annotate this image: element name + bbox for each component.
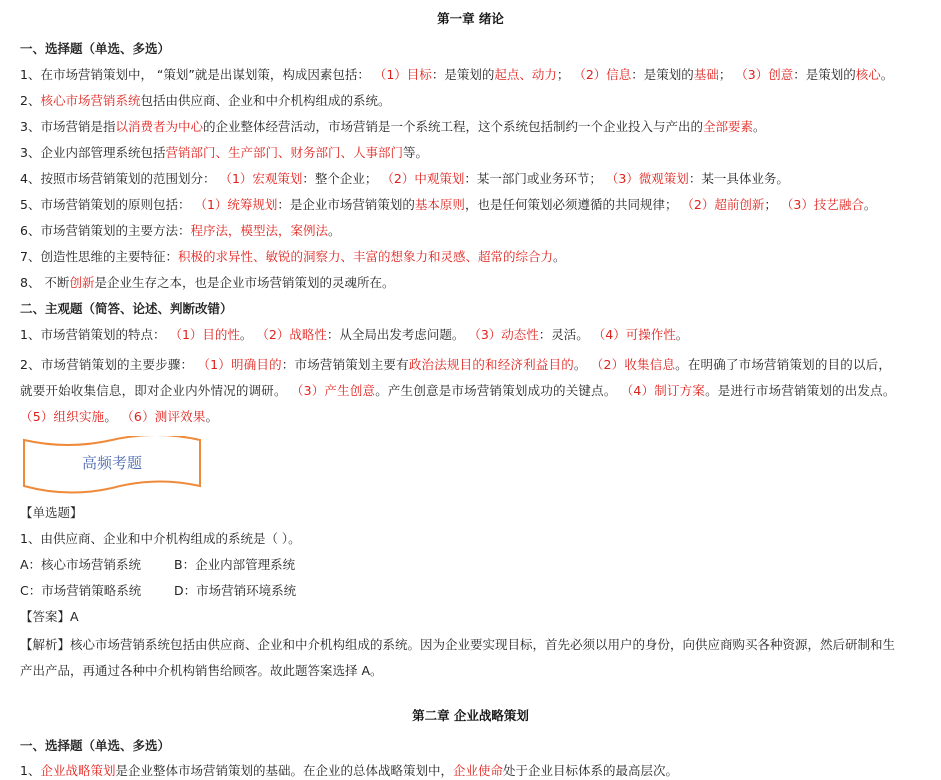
highlighted-term: （3）产生创意 [290,383,376,398]
highlighted-term: 全部要素 [703,119,754,134]
text-run: 1、在市场营销策划中， “策划”就是出谋划策，构成因素包括： [20,67,374,82]
chapter-1-title: 第一章 绪论 [437,11,504,26]
text-run: 3、市场营销是指 [20,119,116,134]
text-run: ； [718,67,736,82]
text-run: 8、 不断 [20,275,70,290]
question-text: 1、由供应商、企业和中介机构组成的系统是（ ）。 [20,531,301,546]
text-run: ； [764,197,781,212]
highlighted-term: 积极的求异性、敏锐的洞察力、丰富的想象力和灵感、超常的综合力 [177,249,553,264]
highlighted-term: （6）测评效果 [121,409,206,424]
text-run: 等。 [402,145,428,160]
text-run: 。 [675,327,689,342]
text-run: 6、市场营销策划的主要方法： [20,223,191,238]
highlighted-term: （1）宏观策划 [219,171,303,186]
highlighted-term: （2）战略性 [256,327,327,342]
option-d: D：市场营销环境系统 [174,583,297,598]
text-run: 。在明确了市场营销策划的目的以后，就要开始收集信息，即对企业内外情况的调研。 [20,357,892,398]
ch1-choice-item-2 [20,92,901,110]
highlighted-term: （4）可操作性 [592,327,676,342]
text-run: ：是策划的 [793,67,856,82]
highlighted-term: 企业战略策划 [40,763,116,778]
highlighted-term: （3）技艺融合 [780,197,864,212]
highlighted-term: 基本原则 [414,197,465,212]
text-run: 2、市场营销策划的主要步骤： [20,357,198,372]
highlighted-term: （1）目的性 [169,327,240,342]
chapter-2-title: 第二章 企业战略策划 [412,708,529,723]
ch1-choice-item-5 [20,196,901,214]
highlighted-term: 程序法，模型法，案例法 [190,223,328,238]
ch1-choice-item-7 [20,248,901,266]
option-c: C：市场营销策略系统 [20,583,142,598]
ch1-choice-item-6 [20,222,901,240]
highlighted-term: （3）创意 [735,67,794,82]
text-run: 2、 [20,93,41,108]
text-run: 。 [239,327,257,342]
ch1-choice-item-3b [20,144,901,162]
text-run: ：某一具体业务。 [688,171,789,186]
analysis-text: 【解析】核心市场营销系统包括由供应商、企业和中介机构组成的系统。因为企业要实现目标，首先必须以用户的身份，向供应商购买各种资源，然后研制和生产出产品，再通过各种中介机构销售给顾客。故此题答案选择 A。 [20,637,896,678]
text-run: 。 [552,249,566,264]
chapter-1-section-2-heading: 二、主观题（简答、论述、判断改错） [20,301,233,316]
answer-line: 【答案】A [20,609,79,624]
ch1-choice-item-3 [20,118,901,136]
text-run: ：某一部门或业务环节； [464,171,606,186]
text-run: ：市场营销策划主要有 [281,357,409,372]
chapter-2-section-1-heading: 一、选择题（单选、多选） [20,738,171,753]
option-a: A：核心市场营销系统 [20,557,142,572]
text-run: 包括由供应商、企业和中介机构组成的系统。 [140,93,391,108]
high-frequency-banner-label: 高频考题 [81,454,142,472]
text-run: 是企业生存之本，也是企业市场营销策划的灵魂所在。 [94,275,395,290]
highlighted-term: 核心 [855,67,881,82]
highlighted-term: （5）组织实施 [20,409,105,424]
highlighted-term: （3）动态性 [468,327,539,342]
option-b: B：企业内部管理系统 [174,557,296,572]
text-run: 1、市场营销策划的特点： [20,327,170,342]
text-run: 3、企业内部管理系统包括 [20,145,166,160]
text-run: 处于企业目标体系的最高层次。 [503,763,679,778]
highlighted-term: （3）微观策划 [605,171,689,186]
highlighted-term: 营销部门、生产部门、财务部门、人事部门 [165,145,403,160]
highlighted-term: 起点、动力 [494,67,557,82]
text-run: ：整个企业； [302,171,382,186]
text-run: 是企业整体市场营销策划的基础。在企业的总体战略策划中， [115,763,453,778]
highlighted-term: （2）中观策划 [381,171,465,186]
text-run: 。是进行市场营销策划的出发点。 [705,383,896,398]
text-run: ； [556,67,574,82]
text-run: 。 [205,409,219,424]
text-run: 。产生创意是市场营销策划成功的关键点。 [375,383,621,398]
text-run: ：从全局出发考虑问题。 [326,327,469,342]
text-run: 5、市场营销策划的原则包括： [20,197,195,212]
text-run: ：是企业市场营销策划的 [277,197,415,212]
text-run: 1、 [20,763,41,778]
highlighted-term: （1）统筹规划 [194,197,278,212]
text-run: ：是策划的 [431,67,495,82]
ch2-choice-item-1 [20,762,901,780]
highlighted-term: 创新 [69,275,95,290]
highlighted-term: （4）制订方案 [620,383,706,398]
ch1-subjective-item-1 [20,326,901,344]
ch1-subjective-item-2 [20,352,901,430]
question-type-label: 【单选题】 [20,505,83,520]
highlighted-term: （2）收集信息 [590,357,676,372]
text-run: 。 [753,119,766,134]
ch1-choice-item-8 [20,274,901,292]
text-run: 的企业整体经营活动，市场营销是一个系统工程，这个系统包括制约一个企业投入与产出的 [202,119,703,134]
highlighted-term: 以消费者为中心 [115,119,203,134]
highlighted-term: （1）明确目的 [197,357,282,372]
text-run: 。 [573,357,591,372]
text-run: ：灵活。 [538,327,593,342]
text-run: 。 [327,223,341,238]
highlighted-term: 核心市场营销系统 [40,93,141,108]
text-run: ：是策划的 [631,67,694,82]
text-run: ，也是任何策划必须遵循的共同规律； [464,197,682,212]
highlighted-term: （2）超前创新 [681,197,765,212]
chapter-1-section-1-heading: 一、选择题（单选、多选） [20,41,171,56]
ch1-choice-item-1 [20,66,901,84]
text-run: 。 [104,409,122,424]
highlighted-term: （1）目标 [373,67,432,82]
ch1-choice-item-4 [20,170,901,188]
text-run: 。 [863,197,877,212]
text-run: 4、按照市场营销策划的范围划分： [20,171,220,186]
highlighted-term: （2）信息 [573,67,632,82]
text-run: 。 [880,67,894,82]
text-run: 7、创造性思维的主要特征： [20,249,178,264]
highlighted-term: 企业使命 [452,763,503,778]
highlighted-term: 基础 [693,67,719,82]
highlighted-term: 政治法规目的和经济利益目的 [408,357,574,372]
